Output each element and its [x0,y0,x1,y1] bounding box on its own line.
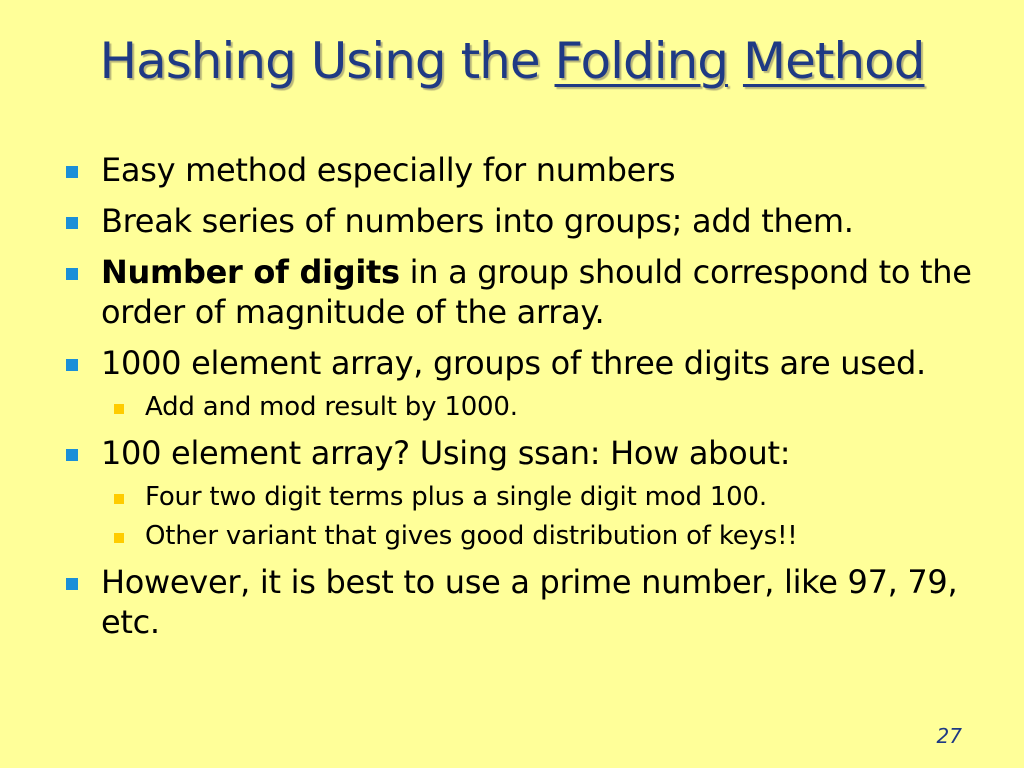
bullet-item-2 [64,201,984,241]
square-bullet-icon [66,578,78,590]
bullet-item-5 [64,433,984,473]
bullet-text-bold: Number of digits [101,253,400,291]
bullet-item-4 [64,343,984,383]
bullet-list [64,150,984,653]
sub-bullet-text: Four two digit terms plus a single digit mod 100. [145,482,767,512]
bullet-text: Break series of numbers into groups; add them. [101,202,854,240]
sub-bullet-item-5-1 [112,481,984,513]
square-sub-bullet-icon [114,533,124,543]
square-bullet-icon [66,166,78,178]
square-bullet-icon [66,359,78,371]
square-bullet-icon [66,449,78,461]
bullet-text: 1000 element array, groups of three digits are used. [101,344,926,382]
square-bullet-icon [66,217,78,229]
sub-bullet-text: Add and mod result by 1000. [145,392,518,422]
slide-title [0,26,1024,96]
bullet-item-6 [64,562,984,642]
square-sub-bullet-icon [114,404,124,414]
bullet-text: in a group should correspond to the order of magnitude of the array. [101,253,972,331]
sub-bullet-item-5-2 [112,520,984,552]
bullet-text: However, it is best to use a prime number, like 97, 79, etc. [101,563,958,641]
bullet-item-3 [64,252,984,332]
title-text-space [728,32,743,90]
title-text-plain: Hashing Using the [99,32,555,90]
square-bullet-icon [66,268,78,280]
sub-bullet-text: Other variant that gives good distribution of keys!! [145,521,798,551]
title-text-method: Method [742,32,925,90]
page-number: 27 [936,724,962,748]
bullet-item-1 [64,150,984,190]
title-text-folding: Folding [554,32,729,90]
bullet-text: 100 element array? Using ssan: How about: [101,434,791,472]
square-sub-bullet-icon [114,494,124,504]
sub-bullet-item-4-1 [112,391,984,423]
bullet-text: Easy method especially for numbers [101,151,676,189]
